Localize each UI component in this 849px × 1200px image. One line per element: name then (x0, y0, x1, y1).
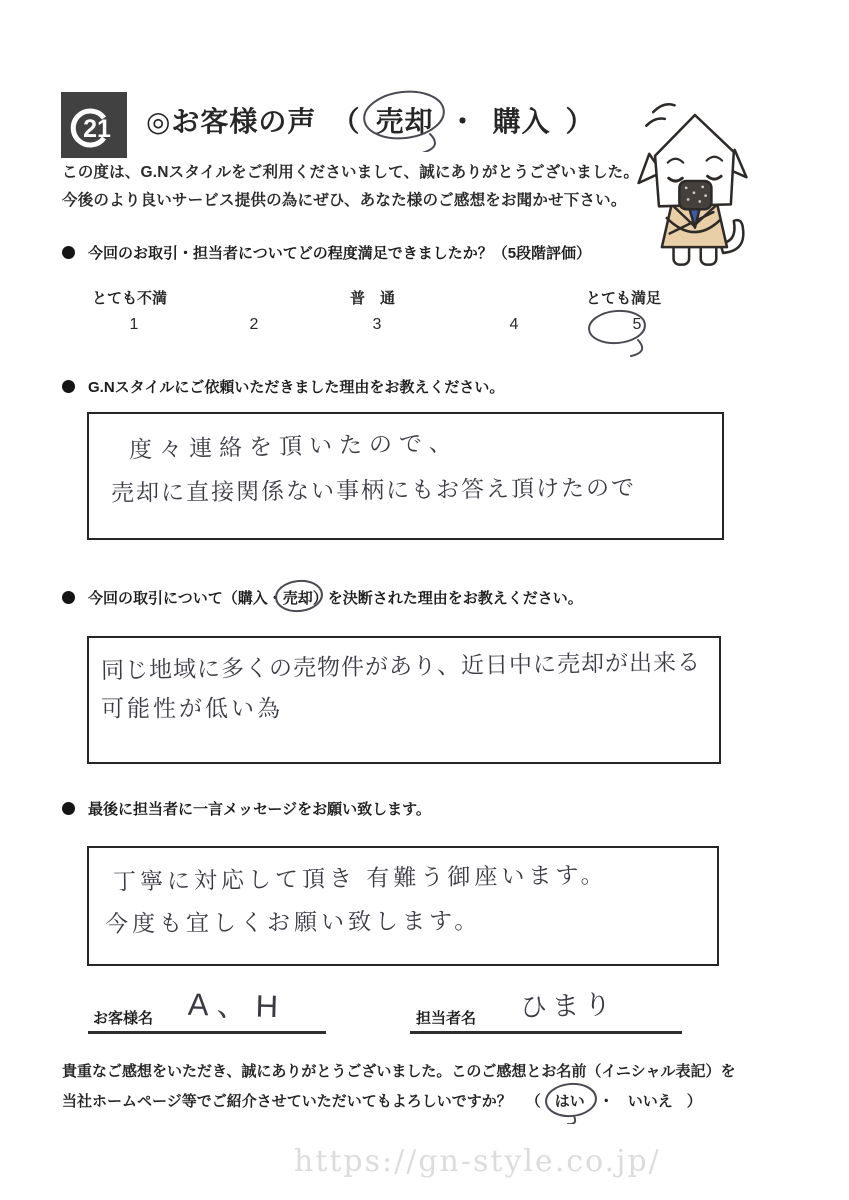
footer-open-paren: （ (525, 1093, 541, 1110)
bullet-icon (62, 591, 75, 604)
question-4-label: 最後に担当者に一言メッセージをお願い致します。 (88, 801, 431, 818)
intro-line-1: この度は、G.Nスタイルをご利用くださいまして、誠にありがとうございました。 (62, 164, 640, 181)
title-option-purchase: 購入 (492, 106, 551, 137)
rating-number-3: 3 (372, 316, 382, 333)
question-2-label: G.Nスタイルにご依頼いただきました理由をお教えください。 (88, 379, 505, 396)
title-open-paren: （ (331, 106, 361, 137)
agent-name-label: 担当者名 (416, 1010, 477, 1027)
footer-separator: ・ (598, 1093, 614, 1110)
scale-label-neutral: 普 通 (350, 290, 396, 307)
handwritten-agent-name: ひまり (519, 989, 617, 1023)
rating-number-2: 2 (249, 316, 259, 333)
scale-label-very-satisfied: とても満足 (586, 290, 662, 307)
rating-number-1: 1 (129, 316, 139, 333)
question-1 (62, 242, 591, 263)
footer-answer-yes: はい (555, 1090, 585, 1111)
bullet-icon (62, 802, 75, 815)
handwritten-answer-line: 同じ地域に多くの売物件があり、近日中に売却が出来る (100, 648, 702, 684)
bullet-icon (62, 380, 75, 393)
site-watermark: https://gn-style.co.jp/ (294, 1144, 661, 1179)
title-prefix: ◎お客様の声 (146, 106, 317, 137)
intro-line-2: 今後のより良いサービス提供の為にぜひ、あなた様のご感想をお聞かせ下さい。 (62, 192, 627, 209)
rating-number-4: 4 (509, 316, 519, 333)
logo-number: 21 (83, 115, 111, 143)
rating-number-5-selected: 5 (625, 316, 649, 334)
bowing-dog-mascot-illustration (624, 96, 760, 270)
question-3 (62, 587, 583, 608)
footer-question: 当社ホームページ等でご紹介させていただいてもよろしいですか？ (62, 1093, 512, 1110)
scale-label-very-dissatisfied: とても不満 (92, 290, 168, 307)
handwritten-answer-line: 丁寧に対応して頂き 有難う御座います。 (112, 861, 608, 895)
circled-word-sale: 売却 (283, 587, 313, 608)
handwritten-answer-line: 度々連絡を頂いたので、 (128, 429, 459, 463)
handdrawn-circle-icon (583, 303, 653, 359)
answer-box-q2 (87, 412, 724, 540)
question-2 (62, 376, 504, 397)
footer-answer-no: いいえ (627, 1093, 673, 1110)
question-3-label: 今回の取引について（購入・ 売却）を決断された理由をお教えください。 (88, 587, 583, 608)
handwritten-answer-line: 売却に直接関係ない事柄にもお答え頂けたので (110, 474, 637, 506)
signature-line (88, 1031, 326, 1034)
title-close-paren: ） (565, 106, 595, 137)
page-title (146, 100, 595, 140)
bullet-icon (62, 246, 75, 259)
century21-logo-icon (61, 92, 127, 158)
answer-box-q3 (87, 636, 721, 764)
footer-line-1: 貴重なご感想をいただき、誠にありがとうございました。このご感想とお名前（イニシャル表記）を (62, 1063, 736, 1080)
signature-line (410, 1031, 682, 1034)
title-option-sale: 売却 (375, 100, 433, 140)
answer-box-q4 (87, 846, 719, 966)
question-4 (62, 798, 431, 819)
handwritten-answer-line: 今度も宜しくお願い致します。 (104, 907, 482, 937)
handwritten-answer-line: 可能性が低い為 (101, 695, 283, 721)
question-1-label: 今回のお取引・担当者についてどの程度満足できましたか？（5段階評価） (88, 245, 592, 262)
footer-close-paren: ） (686, 1093, 702, 1110)
footer-line-2 (62, 1090, 702, 1111)
customer-name-label: お客様名 (93, 1010, 154, 1027)
handwritten-customer-name: A、H (187, 986, 287, 1025)
title-separator: ・ (448, 106, 478, 137)
